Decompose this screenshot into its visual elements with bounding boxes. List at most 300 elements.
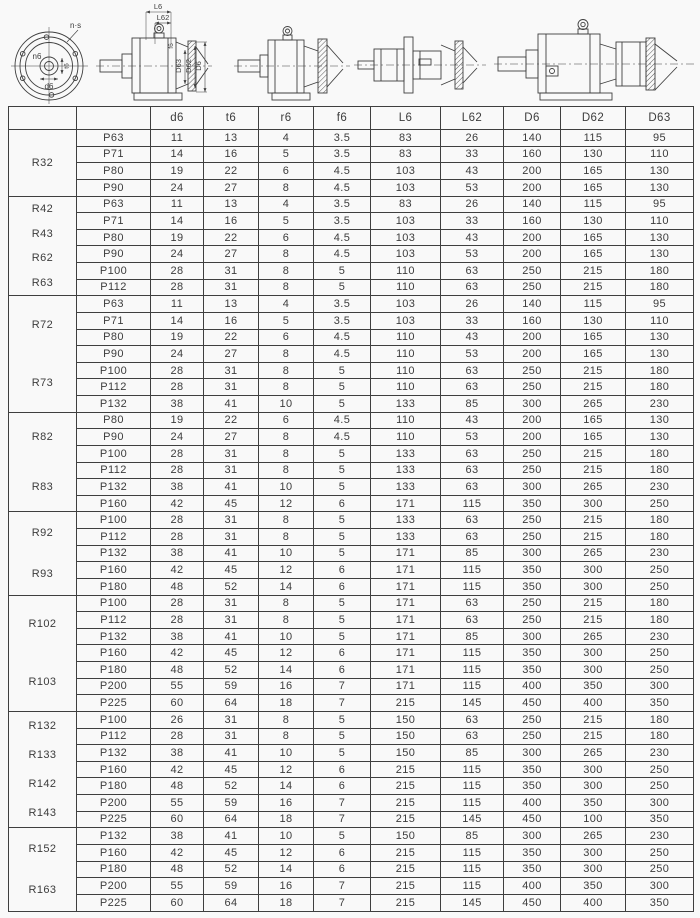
value-cell: 28 [151,529,204,546]
value-cell: 14 [259,578,314,595]
table-row [9,379,694,396]
input-adapter-view [354,37,486,93]
value-cell: 215 [561,279,626,296]
L62-dim-label: L62 [156,13,170,22]
value-cell: 63 [441,279,504,296]
value-cell: 230 [626,396,694,413]
table-row [9,662,694,679]
value-cell: 42 [151,495,204,512]
model-cell: P80 [77,329,151,346]
value-cell: 24 [151,429,204,446]
value-cell: 5 [314,512,371,529]
value-cell: 63 [441,728,504,745]
value-cell: 4.5 [314,346,371,363]
value-cell: 31 [204,529,259,546]
group-cell [9,296,77,412]
value-cell: 18 [259,695,314,712]
group-labels [9,596,76,711]
value-cell: 110 [371,429,441,446]
value-cell: 215 [561,728,626,745]
value-cell: 10 [259,628,314,645]
value-cell: 300 [504,396,561,413]
value-cell: 3.5 [314,312,371,329]
value-cell: 250 [504,728,561,745]
value-cell: 171 [371,595,441,612]
group-label: R102 [28,618,57,631]
value-cell: 165 [561,229,626,246]
value-cell: 115 [441,678,504,695]
model-cell: P180 [77,662,151,679]
value-cell: 215 [371,778,441,795]
value-cell: 215 [561,595,626,612]
column-header: D63 [626,107,694,130]
group-label: R32 [31,156,54,169]
value-cell: 350 [561,795,626,812]
value-cell: 250 [504,263,561,280]
value-cell: 14 [151,146,204,163]
value-cell: 26 [441,130,504,147]
value-cell: 103 [371,312,441,329]
table-row [9,844,694,861]
group-label: R42 [31,202,54,215]
value-cell: 8 [259,263,314,280]
value-cell: 83 [371,196,441,213]
value-cell: 63 [441,529,504,546]
f6-dim-label: f6 [168,43,175,49]
value-cell: 160 [504,312,561,329]
value-cell: 3.5 [314,146,371,163]
model-cell: P132 [77,396,151,413]
value-cell: 4.5 [314,229,371,246]
value-cell: 8 [259,462,314,479]
value-cell: 85 [441,396,504,413]
value-cell: 4.5 [314,329,371,346]
model-cell: P100 [77,512,151,529]
model-cell: P90 [77,246,151,263]
group-labels [9,413,76,512]
value-cell: 8 [259,179,314,196]
value-cell: 7 [314,878,371,895]
value-cell: 95 [626,196,694,213]
value-cell: 450 [504,811,561,828]
value-cell: 250 [504,711,561,728]
value-cell: 350 [626,894,694,911]
dimension-table [8,106,694,912]
value-cell: 180 [626,279,694,296]
model-cell: P71 [77,146,151,163]
model-cell: P63 [77,196,151,213]
value-cell: 400 [504,878,561,895]
value-cell: 64 [204,811,259,828]
value-cell: 27 [204,246,259,263]
value-cell: 130 [626,346,694,363]
value-cell: 130 [626,412,694,429]
value-cell: 41 [204,545,259,562]
value-cell: 42 [151,844,204,861]
value-cell: 180 [626,711,694,728]
value-cell: 250 [504,512,561,529]
value-cell: 300 [561,495,626,512]
value-cell: 215 [561,462,626,479]
value-cell: 215 [371,795,441,812]
value-cell: 180 [626,263,694,280]
value-cell: 31 [204,379,259,396]
value-cell: 63 [441,379,504,396]
value-cell: 63 [441,612,504,629]
table-row [9,678,694,695]
table-row [9,130,694,147]
value-cell: 3.5 [314,130,371,147]
model-cell: P225 [77,695,151,712]
value-cell: 250 [626,761,694,778]
value-cell: 115 [441,761,504,778]
value-cell: 200 [504,163,561,180]
value-cell: 165 [561,163,626,180]
value-cell: 265 [561,479,626,496]
model-cell: P132 [77,479,151,496]
value-cell: 6 [259,329,314,346]
model-cell: P180 [77,861,151,878]
value-cell: 63 [441,595,504,612]
value-cell: 215 [561,362,626,379]
value-cell: 5 [314,379,371,396]
value-cell: 103 [371,229,441,246]
value-cell: 5 [259,146,314,163]
group-labels [9,828,76,911]
value-cell: 6 [314,844,371,861]
table-row [9,146,694,163]
table-row [9,811,694,828]
value-cell: 180 [626,512,694,529]
table-row [9,628,694,645]
value-cell: 200 [504,229,561,246]
value-cell: 130 [626,246,694,263]
value-cell: 27 [204,179,259,196]
value-cell: 180 [626,595,694,612]
value-cell: 45 [204,761,259,778]
group-cell [9,512,77,595]
model-cell: P200 [77,795,151,812]
table-row [9,645,694,662]
value-cell: 6 [259,412,314,429]
value-cell: 215 [561,612,626,629]
flange-front-view [11,21,88,104]
D62-dim-label: D62 [184,59,193,73]
value-cell: 28 [151,595,204,612]
model-cell: P90 [77,346,151,363]
value-cell: 250 [626,495,694,512]
value-cell: 103 [371,179,441,196]
value-cell: 171 [371,495,441,512]
value-cell: 27 [204,346,259,363]
value-cell: 26 [151,711,204,728]
value-cell: 33 [441,312,504,329]
table-row [9,445,694,462]
value-cell: 4 [259,130,314,147]
value-cell: 8 [259,246,314,263]
value-cell: 38 [151,745,204,762]
value-cell: 53 [441,429,504,446]
table-row [9,196,694,213]
group-label: R133 [28,749,57,762]
value-cell: 110 [371,279,441,296]
value-cell: 130 [626,163,694,180]
table-row [9,761,694,778]
value-cell: 250 [626,645,694,662]
value-cell: 171 [371,662,441,679]
value-cell: 250 [626,844,694,861]
value-cell: 450 [504,695,561,712]
model-cell: P80 [77,163,151,180]
value-cell: 215 [371,695,441,712]
table-row [9,462,694,479]
value-cell: 300 [504,828,561,845]
value-cell: 103 [371,296,441,313]
column-header [77,107,151,130]
model-cell: P132 [77,745,151,762]
value-cell: 14 [259,778,314,795]
value-cell: 16 [259,878,314,895]
value-cell: 180 [626,462,694,479]
value-cell: 200 [504,246,561,263]
value-cell: 95 [626,296,694,313]
value-cell: 63 [441,362,504,379]
column-header: D62 [561,107,626,130]
value-cell: 63 [441,445,504,462]
model-cell: P160 [77,761,151,778]
value-cell: 27 [204,429,259,446]
table-row [9,312,694,329]
value-cell: 115 [441,795,504,812]
value-cell: 22 [204,163,259,180]
value-cell: 300 [504,745,561,762]
technical-drawings [0,0,700,105]
value-cell: 31 [204,462,259,479]
value-cell: 450 [504,894,561,911]
value-cell: 8 [259,711,314,728]
model-cell: P63 [77,130,151,147]
table-row [9,163,694,180]
value-cell: 165 [561,346,626,363]
value-cell: 265 [561,545,626,562]
value-cell: 12 [259,562,314,579]
table-row [9,213,694,230]
value-cell: 14 [259,662,314,679]
value-cell: 31 [204,728,259,745]
model-cell: P225 [77,811,151,828]
group-label: R83 [31,480,54,493]
group-labels [9,197,76,296]
value-cell: 145 [441,695,504,712]
value-cell: 38 [151,479,204,496]
model-cell: P80 [77,229,151,246]
value-cell: 110 [371,263,441,280]
value-cell: 165 [561,246,626,263]
value-cell: 10 [259,828,314,845]
value-cell: 19 [151,329,204,346]
model-cell: P90 [77,179,151,196]
value-cell: 13 [204,296,259,313]
value-cell: 350 [561,678,626,695]
value-cell: 42 [151,761,204,778]
table-row [9,828,694,845]
value-cell: 8 [259,429,314,446]
value-cell: 10 [259,545,314,562]
value-cell: 6 [314,761,371,778]
value-cell: 165 [561,412,626,429]
column-header: L62 [441,107,504,130]
value-cell: 12 [259,761,314,778]
table-row [9,778,694,795]
value-cell: 110 [371,329,441,346]
value-cell: 150 [371,711,441,728]
value-cell: 133 [371,445,441,462]
value-cell: 4 [259,196,314,213]
value-cell: 4.5 [314,163,371,180]
value-cell: 180 [626,529,694,546]
column-header: D6 [504,107,561,130]
value-cell: 250 [504,595,561,612]
value-cell: 48 [151,662,204,679]
value-cell: 140 [504,196,561,213]
value-cell: 16 [259,795,314,812]
value-cell: 350 [504,778,561,795]
value-cell: 180 [626,728,694,745]
value-cell: 64 [204,695,259,712]
value-cell: 8 [259,529,314,546]
value-cell: 10 [259,396,314,413]
value-cell: 31 [204,279,259,296]
column-header: t6 [204,107,259,130]
value-cell: 28 [151,362,204,379]
value-cell: 6 [314,645,371,662]
value-cell: 110 [371,412,441,429]
table-row [9,229,694,246]
value-cell: 130 [626,179,694,196]
value-cell: 85 [441,745,504,762]
table-row [9,495,694,512]
value-cell: 400 [504,678,561,695]
group-labels [9,712,76,827]
value-cell: 165 [561,179,626,196]
value-cell: 115 [441,878,504,895]
value-cell: 31 [204,612,259,629]
value-cell: 43 [441,412,504,429]
value-cell: 110 [371,346,441,363]
value-cell: 250 [504,462,561,479]
value-cell: 171 [371,562,441,579]
value-cell: 350 [504,861,561,878]
value-cell: 160 [504,213,561,230]
value-cell: 115 [441,562,504,579]
value-cell: 250 [504,612,561,629]
value-cell: 18 [259,894,314,911]
value-cell: 33 [441,213,504,230]
value-cell: 5 [314,263,371,280]
value-cell: 200 [504,329,561,346]
value-cell: 215 [561,379,626,396]
group-label: R163 [28,884,57,897]
value-cell: 171 [371,545,441,562]
value-cell: 6 [314,662,371,679]
group-cell [9,130,77,197]
model-cell: P132 [77,828,151,845]
table-row [9,479,694,496]
value-cell: 41 [204,479,259,496]
leader-line [67,30,78,42]
value-cell: 150 [371,728,441,745]
value-cell: 60 [151,894,204,911]
table-row [9,728,694,745]
value-cell: 215 [371,894,441,911]
group-label: R93 [31,567,54,580]
value-cell: 8 [259,379,314,396]
value-cell: 165 [561,429,626,446]
value-cell: 28 [151,379,204,396]
value-cell: 350 [504,562,561,579]
value-cell: 200 [504,346,561,363]
value-cell: 400 [561,894,626,911]
value-cell: 31 [204,512,259,529]
value-cell: 13 [204,130,259,147]
table-row [9,745,694,762]
value-cell: 7 [314,678,371,695]
value-cell: 350 [504,578,561,595]
value-cell: 250 [504,379,561,396]
value-cell: 6 [314,778,371,795]
value-cell: 300 [626,795,694,812]
value-cell: 265 [561,396,626,413]
table-row [9,562,694,579]
value-cell: 31 [204,445,259,462]
value-cell: 300 [504,545,561,562]
column-header: L6 [371,107,441,130]
group-label: R142 [28,777,57,790]
value-cell: 5 [314,828,371,845]
value-cell: 5 [314,362,371,379]
group-label: R72 [31,319,54,332]
value-cell: 103 [371,213,441,230]
value-cell: 22 [204,412,259,429]
value-cell: 38 [151,396,204,413]
value-cell: 16 [204,213,259,230]
value-cell: 110 [626,312,694,329]
table-row [9,894,694,911]
L6-dim-label: L6 [153,2,163,11]
value-cell: 150 [371,828,441,845]
value-cell: 52 [204,578,259,595]
value-cell: 171 [371,628,441,645]
table-row [9,529,694,546]
value-cell: 55 [151,795,204,812]
value-cell: 6 [259,163,314,180]
value-cell: 45 [204,645,259,662]
group-labels [9,130,76,196]
value-cell: 59 [204,678,259,695]
group-cell [9,412,77,512]
column-header [9,107,77,130]
table-row [9,246,694,263]
value-cell: 52 [204,662,259,679]
value-cell: 300 [561,662,626,679]
value-cell: 14 [259,861,314,878]
value-cell: 5 [314,711,371,728]
value-cell: 215 [561,512,626,529]
value-cell: 60 [151,811,204,828]
value-cell: 4 [259,296,314,313]
value-cell: 180 [626,379,694,396]
model-cell: P100 [77,711,151,728]
